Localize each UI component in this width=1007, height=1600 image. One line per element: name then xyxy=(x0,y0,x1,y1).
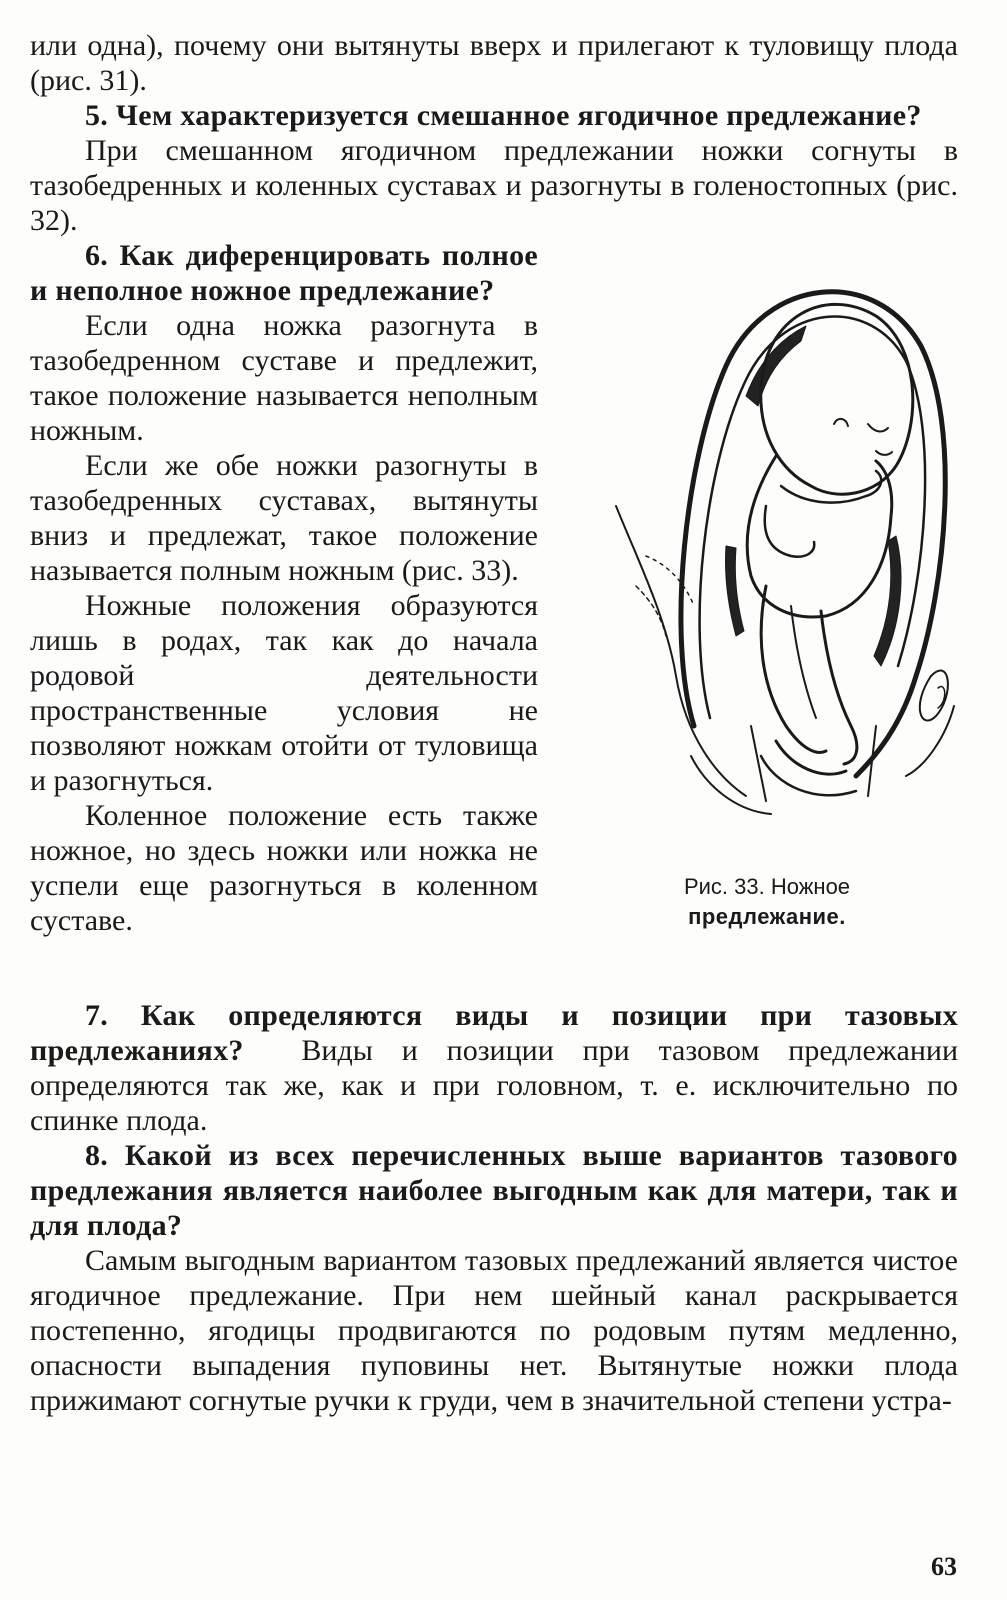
left-column xyxy=(30,238,538,938)
page-number: 63 xyxy=(931,1552,957,1581)
question-8: 8. Какой из всех перечисленных выше вариантов тазового предлежания является наиболее выгодным как для матери, так и для плода? xyxy=(30,1139,958,1242)
page-body xyxy=(30,28,958,1418)
figure-caption xyxy=(576,872,958,932)
section-with-figure xyxy=(30,238,958,998)
answer-7: Виды и позиции при тазовом предлежании определяются так же, как и при головном, т. е. исключительно по спинке плода. xyxy=(30,1034,959,1137)
footling-presentation-illustration xyxy=(576,256,958,816)
caption-line-2: предлежание. xyxy=(688,904,846,929)
answer-6-part-1: Если одна ножка разогнута в тазобедренном суставе и предлежит, такое положение называется неполным ножным. xyxy=(30,309,538,447)
paragraph-continuation: или одна), почему они вытянуты вверх и прилегают к туловищу плода (рис. 31). xyxy=(30,29,958,97)
answer-5: При смешанном ягодичном предлежании ножки согнуты в тазобедренных и коленных суставах и разогнуты в голеностопных (рис. 32). xyxy=(30,134,958,237)
question-7-with-answer xyxy=(30,998,958,1138)
answer-6-part-4: Коленное положение есть также ножное, но здесь ножки или ножка не успели еще разогнуться в коленном суставе. xyxy=(30,799,538,937)
caption-line-1: Рис. 33. Ножное xyxy=(683,874,851,899)
answer-6-part-2: Если же обе ножки разогнуты в тазобедренных суставах, вытянуты вниз и предлежат, такое положение называется полным ножным (рис. 33). xyxy=(30,449,538,587)
answer-6-part-3: Ножные положения образуются лишь в родах, так как до начала родовой деятельности пространственные условия не позволяют ножкам отойти от туловища и разогнуться. xyxy=(30,589,538,797)
question-5: 5. Чем характеризуется смешанное ягодичное предлежание? xyxy=(85,99,922,132)
answer-8: Самым выгодным вариантом тазовых предлежаний является чистое ягодичное предлежание. При нем шейный канал раскрывается постепенно, ягодицы продвигаются по родовым путям медленно, опасности выпадения пуповины нет. Вытянутые ножки плода прижимают согнутые ручки к груди, чем в значительной степени устра- xyxy=(30,1244,958,1417)
question-6: 6. Как диференцировать полное и неполное ножное предлежание? xyxy=(30,239,538,307)
figure-33 xyxy=(576,238,958,928)
question-7: 7. Как определяются виды и позиции при тазовых предлежаниях? xyxy=(30,999,958,1067)
